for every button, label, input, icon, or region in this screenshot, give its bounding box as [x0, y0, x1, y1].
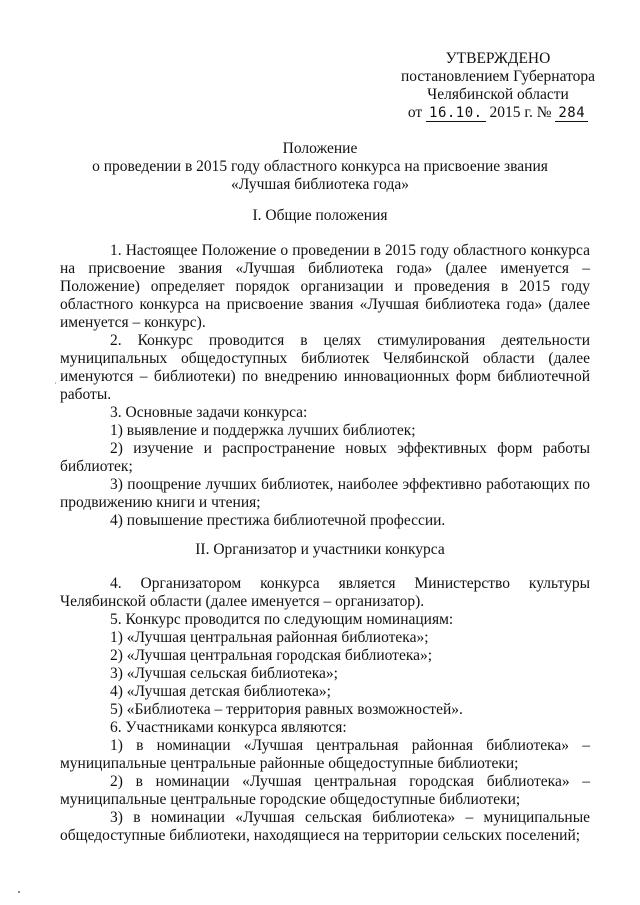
task-item-1: 1) выявление и поддержка лучших библиотек;	[110, 422, 416, 439]
approval-year: 2015 г. №	[489, 104, 552, 121]
scan-speck-bottom	[18, 891, 20, 893]
section-1-heading: I. Общие положения	[252, 207, 388, 224]
task-item-4: 4) повышение престижа библиотечной профессии.	[110, 512, 446, 529]
approval-heading: УТВЕРЖДЕНО	[445, 50, 551, 67]
scan-speck	[55, 382, 56, 384]
approval-line-region: Челябинской области	[427, 86, 569, 103]
paragraph-6: 6. Участниками конкурса являются:	[110, 719, 347, 736]
nomination-item-4: 4) «Лучшая детская библиотека»;	[110, 683, 331, 700]
paragraph-2: 2. Конкурс проводится в целях стимулирования деятельности муниципальных общедоступных библиотек Челябинской области (далее именуются – библиотеки) по внедрению инновационных форм библиотечной работы.	[60, 332, 590, 403]
approval-stamp-block	[388, 50, 608, 122]
nomination-item-5: 5) «Библиотека – территория равных возможностей».	[110, 701, 463, 718]
title-line-2: о проведении в 2015 году областного конкурса на присвоение звания	[92, 158, 548, 175]
task-item-2: 2) изучение и распространение новых эффективных форм работы библиотек;	[60, 440, 590, 475]
nomination-item-2: 2) «Лучшая центральная городская библиотека»;	[110, 647, 433, 664]
participant-item-2: 2) в номинации «Лучшая центральная городская библиотека» – муниципальные центральные городские общедоступные библиотеки;	[60, 773, 590, 808]
paragraph-5: 5. Конкурс проводится по следующим номинациям:	[110, 611, 454, 628]
participant-item-1: 1) в номинации «Лучшая центральная районная библиотека» – муниципальные центральные районные общедоступные библиотеки;	[60, 737, 590, 772]
approval-date-line	[388, 104, 608, 122]
paragraph-3: 3. Основные задачи конкурса:	[110, 404, 308, 421]
paragraph-4: 4. Организатором конкурса является Министерство культуры Челябинской области (далее именуется – организатор).	[60, 575, 590, 610]
title-line-1: Положение	[282, 140, 358, 157]
nomination-item-1: 1) «Лучшая центральная районная библиотека»;	[110, 629, 429, 646]
approval-date-handwritten: 16.10.	[426, 105, 486, 122]
document-title	[60, 140, 580, 194]
approval-date-prefix: от	[407, 104, 423, 121]
title-line-3: «Лучшая библиотека года»	[231, 176, 409, 193]
participant-item-3: 3) в номинации «Лучшая сельская библиотека» – муниципальные общедоступные библиотеки, находящиеся на территории сельских поселений;	[60, 809, 590, 844]
approval-line-decree: постановлением Губернатора	[400, 68, 596, 85]
task-item-3: 3) поощрение лучших библиотек, наиболее эффективно работающих по продвижению книги и чтения;	[60, 476, 590, 511]
section-1-body	[60, 242, 590, 530]
nomination-item-3: 3) «Лучшая сельская библиотека»;	[110, 665, 338, 682]
section-2-heading: II. Организатор и участники конкурса	[195, 541, 445, 558]
section-2-body	[60, 575, 590, 845]
paragraph-1: 1. Настоящее Положение о проведении в 2015 году областного конкурса на присвоение звания «Лучшая библиотека года» (далее именуется – Положение) определяет порядок организации и проведения в 2015 году областного конкурса на присвоение звания «Лучшая библиотека года» (далее именуется – конкурс).	[60, 242, 590, 331]
approval-number-handwritten: 284	[555, 105, 588, 122]
